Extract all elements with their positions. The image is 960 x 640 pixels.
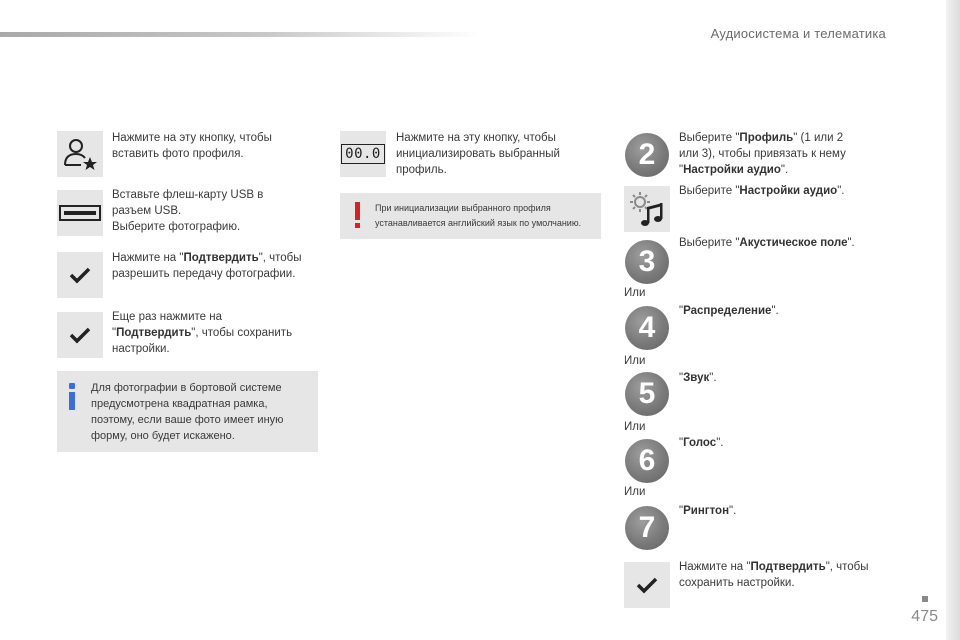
step-sound-text: "Звук". xyxy=(679,372,717,384)
page-edge xyxy=(946,0,960,640)
step-number-7: 7 xyxy=(625,506,669,550)
audio-settings-button[interactable] xyxy=(624,186,670,232)
step-audio-settings-text: Выберите "Настройки аудио". xyxy=(679,185,845,197)
step-number-6: 6 xyxy=(625,439,669,483)
step-number-4: 4 xyxy=(625,306,669,350)
or-label: Или xyxy=(624,421,646,433)
step-number-2: 2 xyxy=(625,133,669,177)
warning-text: При инициализации выбранного профиля устанавливается английский язык по умолчанию. xyxy=(375,203,582,228)
step-reset-profile-text: Нажмите на эту кнопку, чтобы инициализировать выбранный профиль. xyxy=(396,132,560,176)
page-marker xyxy=(922,596,928,602)
warning-icon xyxy=(355,202,360,230)
checkmark-icon xyxy=(69,266,91,284)
step-number-3: 3 xyxy=(625,240,669,284)
step-usb-text: Вставьте флеш-карту USB в разъем USB. Выберите фотографию. xyxy=(112,189,264,233)
step-final-save-text: Нажмите на "Подтвердить", чтобы сохранить настройки. xyxy=(679,561,869,589)
section-title: Аудиосистема и телематика xyxy=(710,26,886,41)
reset-profile-button[interactable] xyxy=(340,131,386,177)
checkmark-icon xyxy=(636,576,658,594)
usb-port-illustration xyxy=(57,190,103,236)
gear-music-icon xyxy=(627,189,667,229)
step-acoustic-field-text: Выберите "Акустическое поле". xyxy=(679,237,855,249)
checkmark-icon xyxy=(69,326,91,344)
confirm-save-button[interactable] xyxy=(57,312,103,358)
usb-port-icon xyxy=(59,205,101,221)
or-label: Или xyxy=(624,287,646,299)
step-confirm-transfer-text: Нажмите на "Подтвердить", чтобы разрешить передачу фотографии. xyxy=(112,252,302,280)
step-select-profile-text: Выберите "Профиль" (1 или 2 или 3), чтобы привязать к нему "Настройки аудио". xyxy=(679,132,846,176)
step-insert-photo-text: Нажмите на эту кнопку, чтобы вставить фото профиля. xyxy=(112,132,272,160)
reset-display-icon: 00.0 xyxy=(341,144,385,164)
profile-photo-button[interactable] xyxy=(57,131,103,177)
header-bar xyxy=(0,32,480,37)
step-ringtone-text: "Рингтон". xyxy=(679,505,737,517)
step-distribution-text: "Распределение". xyxy=(679,305,779,317)
step-voice-text: "Голос". xyxy=(679,437,724,449)
step-confirm-save-text: Еще раз нажмите на "Подтвердить", чтобы сохранить настройки. xyxy=(112,311,293,355)
page-number: 475 xyxy=(911,608,938,625)
info-icon xyxy=(69,383,75,411)
or-label: Или xyxy=(624,355,646,367)
or-label: Или xyxy=(624,486,646,498)
final-confirm-button[interactable] xyxy=(624,562,670,608)
info-note xyxy=(57,371,318,452)
warning-note xyxy=(340,193,601,239)
user-star-icon xyxy=(61,135,99,173)
confirm-button[interactable] xyxy=(57,252,103,298)
info-text: Для фотографии в бортовой системе предусмотрена квадратная рамка, поэтому, если ваше фото имеет иную форму, оно будет искажено. xyxy=(91,382,284,442)
step-number-5: 5 xyxy=(625,372,669,416)
